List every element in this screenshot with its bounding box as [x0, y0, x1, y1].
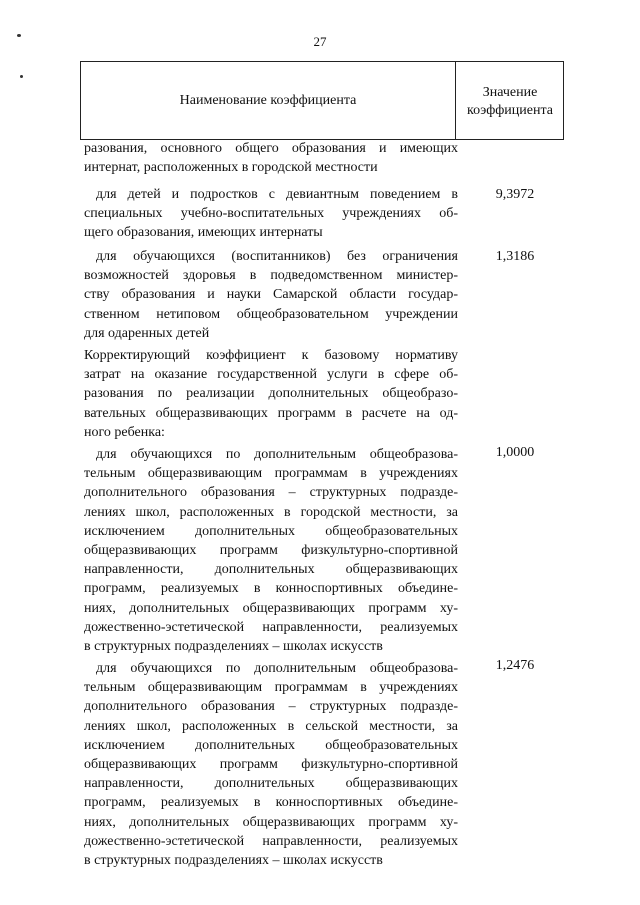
text-line: общеразвивающих программ физкультурно-спортивной	[84, 543, 458, 559]
text-line: интернат, расположенных в городской местности	[84, 160, 378, 176]
text-line: тельным общеразвивающим программам в учреждениях	[84, 466, 458, 482]
coefficient-row-text	[84, 139, 458, 177]
text-line: лениях школ, расположенных в сельской местности, за	[84, 718, 458, 734]
text-line: специальных учебно-воспитательных учреждениях об-	[84, 206, 458, 222]
coefficient-value: 1,3186	[495, 249, 535, 264]
text-line: ству образования и науки Самарской области государ-	[84, 287, 458, 303]
text-line: дожественно-эстетической направленности, реализуемых	[84, 619, 458, 635]
text-line: для детей и подростков с девиантным поведением в	[96, 187, 458, 202]
coefficient-row-text	[84, 247, 458, 343]
text-line: программ, реализуемых в конноспортивных объедине-	[84, 581, 458, 597]
coefficient-section-heading	[84, 346, 458, 442]
text-line: ниях, дополнительных общеразвивающих программ ху-	[84, 814, 458, 830]
text-line: программ, реализуемых в конноспортивных объедине-	[84, 795, 458, 811]
text-line: дополнительного образования – структурных подразде-	[84, 699, 458, 715]
text-line: ного ребенка:	[84, 424, 165, 440]
text-line: для обучающихся (воспитанников) без ограничения	[96, 249, 458, 264]
coefficient-value: 1,2476	[495, 658, 535, 673]
text-line: в структурных подразделениях – школах искусств	[84, 639, 383, 655]
text-line: тельным общеразвивающим программам в учреждениях	[84, 680, 458, 696]
coefficient-value: 9,3972	[495, 187, 535, 202]
coefficient-row-text	[84, 445, 458, 656]
text-line: Корректирующий коэффициент к базовому нормативу	[84, 348, 458, 363]
coefficient-value: 1,0000	[495, 445, 535, 460]
text-line: возможностей здоровья в подведомственном министер-	[84, 268, 458, 284]
text-line: затрат на оказание государственной услуги в сфере об-	[84, 367, 458, 383]
text-line: разования по реализации дополнительных общеобразо-	[84, 386, 458, 402]
text-line: исключением дополнительных общеобразовательных	[84, 523, 458, 539]
column-header-name: Наименование коэффициента	[179, 93, 357, 108]
text-line: в структурных подразделениях – школах искусств	[84, 853, 383, 869]
text-line: лениях школ, расположенных в городской местности, за	[84, 504, 458, 520]
coefficient-row-text	[84, 659, 458, 870]
page-number: 27	[313, 34, 327, 49]
text-line: ственном нетиповом общеобразовательном учреждении	[84, 306, 458, 322]
text-line: разования, основного общего образования и имеющих	[84, 141, 458, 156]
column-header-value-line1: Значение	[482, 85, 538, 100]
text-line: направленности, дополнительных общеразвивающих	[84, 562, 458, 578]
column-header-value	[456, 84, 564, 120]
text-line: дожественно-эстетической направленности, реализуемых	[84, 833, 458, 849]
text-line: ниях, дополнительных общеразвивающих программ ху-	[84, 600, 458, 616]
text-line: щего образования, имеющих интернаты	[84, 225, 323, 241]
text-line: общеразвивающих программ физкультурно-спортивной	[84, 757, 458, 773]
table-header	[80, 61, 564, 140]
column-header-value-line2: коэффициента	[467, 103, 553, 118]
text-line: для одаренных детей	[84, 325, 210, 341]
scan-mark	[20, 75, 23, 78]
text-line: для обучающихся по дополнительным общеобразова-	[96, 447, 458, 462]
text-line: исключением дополнительных общеобразовательных	[84, 737, 458, 753]
text-line: для обучающихся по дополнительным общеобразова-	[96, 661, 458, 676]
text-line: дополнительного образования – структурных подразде-	[84, 485, 458, 501]
coefficient-row-text	[84, 185, 458, 243]
text-line: направленности, дополнительных общеразвивающих	[84, 776, 458, 792]
text-line: вательных общеразвивающих программ в расчете на од-	[84, 405, 458, 421]
